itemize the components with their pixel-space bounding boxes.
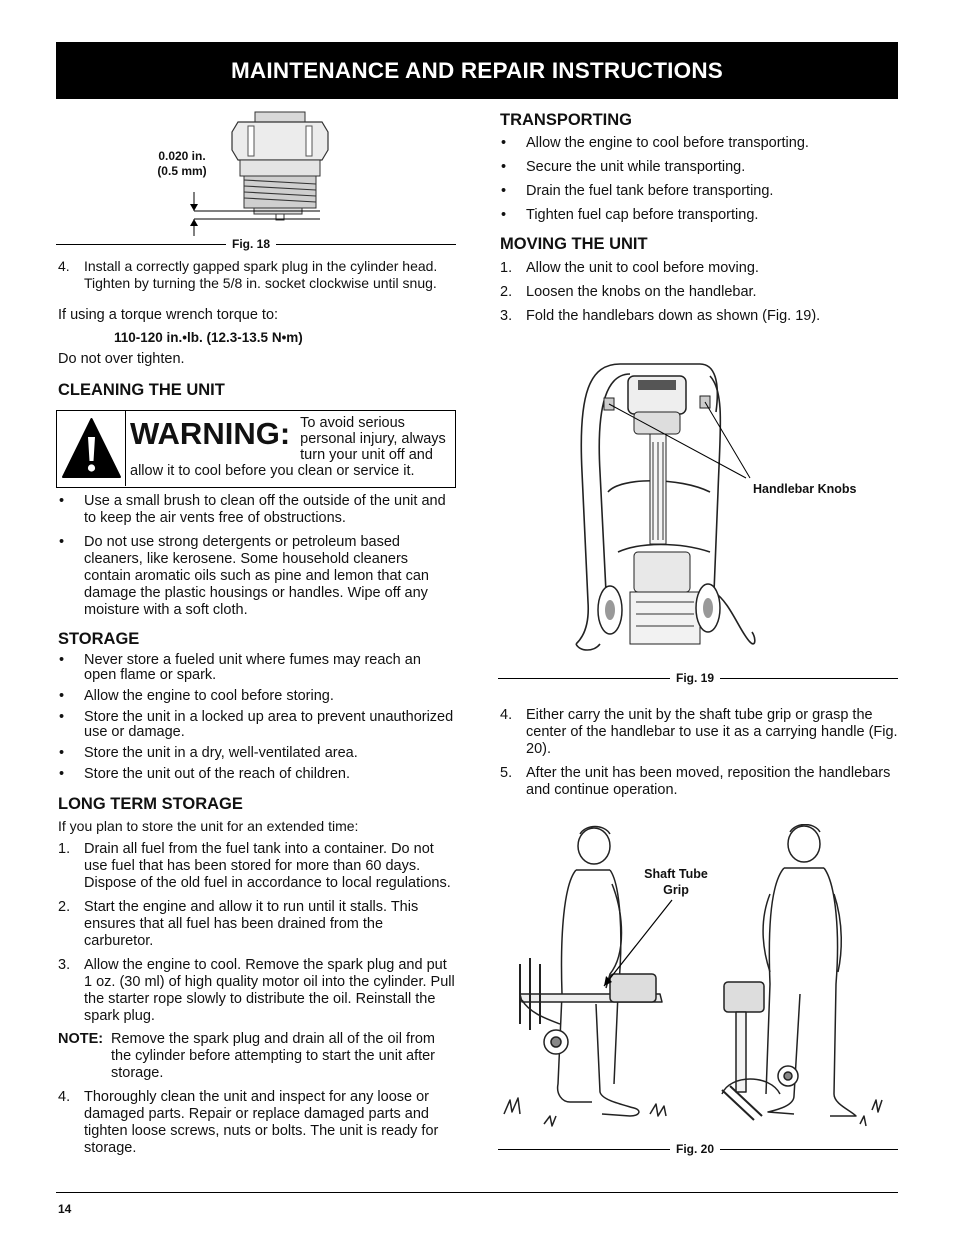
list-item: 1. Allow the unit to cool before moving. bbox=[500, 260, 759, 276]
list-item: • Allow the engine to cool before transporting. bbox=[500, 135, 898, 152]
fig18-caption: Fig. 18 bbox=[226, 237, 276, 251]
long-term-section bbox=[58, 818, 456, 1157]
fig19-caption: Fig. 19 bbox=[670, 671, 720, 685]
long-term-heading: LONG TERM STORAGE bbox=[58, 795, 243, 813]
list-item: 3. Allow the engine to cool. Remove the spark plug and put 1 oz. (30 ml) of high quality motor oil into the cylinder. Pull the starter rope slowly to distribute the oil. Reinstall the spark plug. bbox=[58, 957, 455, 1024]
list-item: • Drain the fuel tank before transporting. bbox=[500, 183, 898, 200]
list-item: • Store the unit in a dry, well-ventilated area. bbox=[58, 746, 456, 761]
list-item: • Allow the engine to cool before storing. bbox=[58, 689, 456, 704]
spark-plug-step-text: Install a correctly gapped spark plug in the cylinder head. Tighten by turning the 5/8 in. socket clockwise until snug. bbox=[84, 258, 438, 291]
section-banner bbox=[56, 42, 898, 99]
transporting-bullets bbox=[500, 135, 898, 224]
list-item: • Store the unit in a locked up area to prevent unauthorized use or damage. bbox=[58, 710, 456, 740]
page-title: MAINTENANCE AND REPAIR INSTRUCTIONS bbox=[230, 58, 723, 83]
fig19-tiller-illustration bbox=[560, 352, 880, 670]
storage-bullets bbox=[58, 653, 456, 782]
moving-steps bbox=[500, 260, 898, 325]
list-item: • Do not use strong detergents or petroleum based cleaners, like kerosene. Some household cleaners contain aromatic oils such as pine and lemon that can damage the plastic housings or handles. Wipe off any moisture with a soft cloth. bbox=[58, 534, 456, 619]
torque-intro: If using a torque wrench torque to: bbox=[58, 307, 279, 323]
fig18-gap-label: 0.020 in. (0.5 mm) bbox=[157, 149, 207, 178]
list-item: 2. Loosen the knobs on the handlebar. bbox=[500, 284, 757, 300]
fig20-caption: Fig. 20 bbox=[670, 1142, 720, 1156]
list-item: 3. Fold the handlebars down as shown (Fig. 19). bbox=[500, 308, 821, 324]
storage-heading: STORAGE bbox=[58, 630, 140, 648]
warning-word: WARNING: bbox=[130, 416, 291, 451]
page-number: 14 bbox=[58, 1202, 72, 1216]
handlebar-knobs-callout: Handlebar Knobs bbox=[753, 482, 857, 496]
torque-value: 110-120 in.•lb. (12.3-13.5 N•m) bbox=[114, 330, 303, 345]
moving-heading: MOVING THE UNIT bbox=[500, 235, 648, 253]
transporting-heading: TRANSPORTING bbox=[500, 111, 632, 129]
list-item: • Store the unit out of the reach of children. bbox=[58, 767, 456, 782]
list-item: 5. After the unit has been moved, reposition the handlebars and continue operation. bbox=[500, 765, 891, 798]
warning-text: To avoid serious personal injury, always turn your unit off and allow it to cool before you clean or service it. bbox=[130, 415, 446, 479]
shaft-tube-grip-callout: Shaft Tube Grip bbox=[636, 866, 716, 898]
warning-triangle-icon bbox=[57, 411, 126, 486]
torque-note: Do not over tighten. bbox=[58, 351, 185, 367]
moving-steps-continued bbox=[500, 707, 898, 799]
list-item: • Tighten fuel cap before transporting. bbox=[500, 207, 898, 224]
list-item: • Secure the unit while transporting. bbox=[500, 159, 898, 176]
list-item: 2. Start the engine and allow it to run until it stalls. This ensures that all fuel has been drained from the carburetor. bbox=[58, 899, 419, 949]
cleaning-bullets bbox=[58, 493, 456, 619]
list-item: • Use a small brush to clean off the outside of the unit and to keep the air vents free of obstructions. bbox=[58, 493, 456, 527]
storage-note: NOTE: Remove the spark plug and drain all of the oil from the cylinder before attempting to start the unit after storage. bbox=[58, 1031, 436, 1081]
list-item: 1. Drain all fuel from the fuel tank into a container. Do not use fuel that has been stored for more than 60 days. Dispose of the old fuel in accordance to local regulations. bbox=[58, 841, 451, 891]
spark-plug-section: 4. Install a correctly gapped spark plug in the cylinder head. Tighten by turning the 5/8 in. socket clockwise until snug. If using a torque wrench torque to: 110-120 in.•lb. (12.3-13.5 N•m) Do not over tighten. bbox=[58, 258, 456, 368]
cleaning-heading: CLEANING THE UNIT bbox=[58, 381, 225, 399]
footer-rule bbox=[56, 1192, 898, 1193]
long-term-intro: If you plan to store the unit for an extended time: bbox=[58, 818, 359, 834]
warning-box bbox=[56, 410, 456, 488]
list-item: • Never store a fueled unit where fumes may reach an open flame or spark. bbox=[58, 653, 456, 683]
list-item: 4. Thoroughly clean the unit and inspect for any loose or damaged parts. Repair or replace damaged parts and tighten loose screws, nuts or bolts. The unit is ready for storage. bbox=[58, 1089, 439, 1156]
list-item: 4. Either carry the unit by the shaft tube grip or grasp the center of the handlebar to use it as a carrying handle (Fig. 20). bbox=[500, 707, 898, 757]
